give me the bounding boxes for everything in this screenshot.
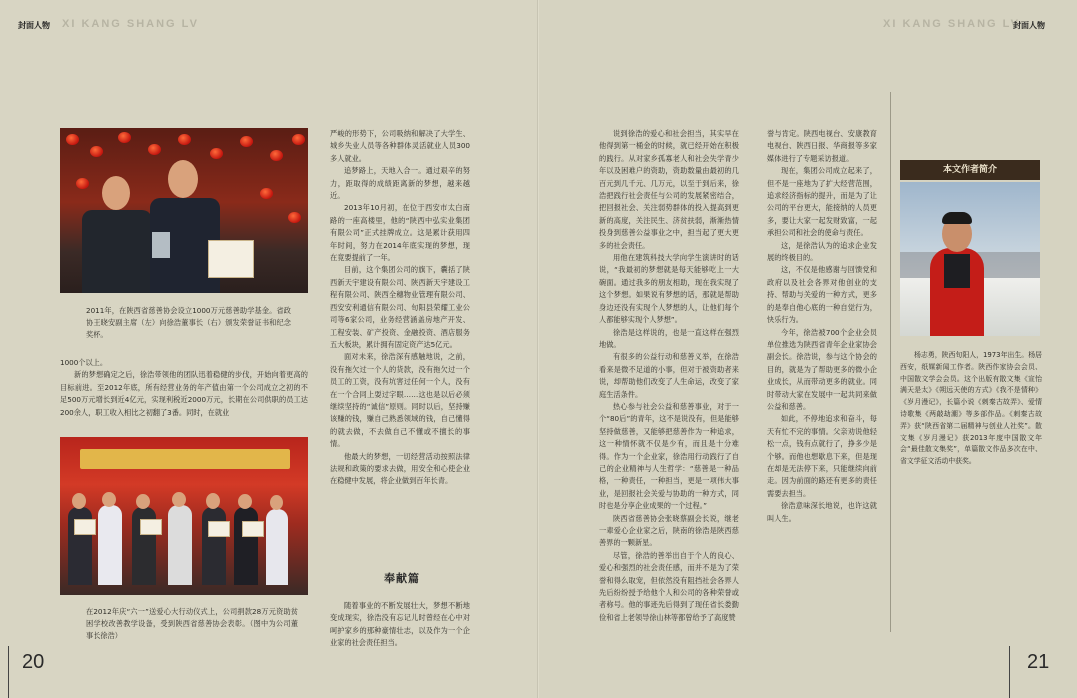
page-number-rule-right xyxy=(1009,646,1010,698)
paragraph: 现在，集团公司成立起来了，但不是一座地为了扩大经营范围，追求经济指标的提升，而是为了让公司的平台更大，能接纳的人员更多，要让大家一起发财致富，一起承担公司和社会的使命与责任。 xyxy=(767,166,877,238)
page-number-right: 21 xyxy=(1027,651,1050,673)
paragraph: 今年，徐浩被700个企业会员单位推选为陕西省青年企业家协会副会长。徐浩说，参与这个协会的目的，就是为了帮助更多的微小企业成长，从而带动更多的就业。同时带动大家在发展中一起共同来做公益和慈善。 xyxy=(767,327,877,411)
paragraph: 有很多的公益行动和慈善义举，在徐浩看来是微不足道的小事，但对于被资助者来说，却帮助他们改变了人生命运，改变了家庭生活条件。 xyxy=(599,352,739,399)
photo-award-ceremony-2011 xyxy=(60,128,308,293)
right-page-body-column-1 xyxy=(599,128,739,624)
page-number-left: 20 xyxy=(22,651,45,673)
right-page xyxy=(539,0,1077,698)
paragraph: 2013年10月初，在位于西安市太白南路的一座高楼里，他的“陕西中弘实业集团有限公司”正式挂牌成立。这是累计获用四年时间，努力在2014年底实现的梦想，现在竟要提前了一年。 xyxy=(330,203,470,263)
author-intro-title: 本文作者简介 xyxy=(900,160,1040,180)
photo-childrens-day-donation-2012 xyxy=(60,437,308,595)
left-page-body-column-2 xyxy=(330,128,470,488)
paragraph: 这，是徐浩认为的追求企业发展的终极目的。 xyxy=(767,240,877,263)
header-magazine-name-right: XI KANG SHANG LV xyxy=(883,18,1020,30)
paragraph: 尽管，徐浩的善举出自于个人的良心、爱心和强烈的社会责任感，而并不是为了荣誉和得么取宠，但依然没有阻挡社会各界人先后纷纷授予给他个人和公司的各种荣誉或者称号。他的事迹先后得到了现任省长娄勤俭和省上老领导徐山林等都曾给予了高度赞 xyxy=(599,550,739,622)
paragraph: 他最大的梦想，一切经营活动按照法律法规和政策的要求去做，用安全和心使企业在稳健中发展，将企业做到百年长青。 xyxy=(330,451,470,486)
section-title-dedication: 奉献篇 xyxy=(384,572,420,585)
author-bio xyxy=(900,350,1042,468)
paragraph: 如此，不停地追求和奋斗，每天有忙不完的事情。父亲劝说他轻松一点，钱有点就行了，挣多少是个够。而他也想歇息下来，但是现在却是无法停下来，只能继续向前走。因为前面的路还有更多的责任需要去担当。 xyxy=(767,414,877,498)
left-page-body-column-2-continued xyxy=(330,600,470,650)
paragraph: 追梦路上，天地入合一。通过艰辛的努力，距取得的成绩距离新的梦想，越来越近。 xyxy=(330,166,470,201)
header-section-label-right: 封面人物 xyxy=(1013,21,1045,30)
paragraph: 徐浩是这样说的，也是一直这样在强烈地做。 xyxy=(599,327,739,349)
right-page-body-column-2 xyxy=(767,128,877,525)
paragraph: 热心参与社会公益和慈善事业，对于一个“80后”的青年，这不是说没有，但是能够坚持做慈善，又能够把慈善作为一种追求，这一种情怀就不仅是少有，而且是十分难得。作为一个企业家，徐浩用行动践行了自己的企业精神与人生哲学：“慈善是一种品格，一种责任，一种担当，更是一项伟大事业，是回报社会关爱与协助的一种方式，同时也是分享企业成果的一个过程。” xyxy=(599,401,739,511)
paragraph: 目前，这个集团公司的旗下，囊括了陕西新天宇建设有限公司、陕西新天宇建设工程有限公司、陕西全穗物业管理有限公司、西安安利通信有限公司、旬阳县荣耀工业公司等6家公司，业务经营涵盖房地产开发、工程安装、矿产投资、金融投资、酒店服务五大板块，累计拥有固定资产达5亿元。 xyxy=(330,265,470,349)
paragraph: 新的梦想确定之后，徐浩带领他的团队迅着稳健的步伐，开始向着更高的目标前进。至2012年底，所有经营业务的年产值由第一个公司成立之初的不足500万元增长到近4亿元，实现利税近2000万元，长期在公司供职的员工达200余人，职工收入相比之初翻了3番。同时，在就业 xyxy=(60,370,308,417)
page-number-rule-left xyxy=(8,646,9,698)
paragraph: 面对未来，徐浩深有感触地说，之前，没有拖欠过一个人的货款，没有拖欠过一个员工的工资，没有坑害过任何一个人，没有在一个合同上耍过字眼……这也是以后必须继续坚持的“诚信”原则。同时以后，坚持赚该赚的钱，赚自己熟悉领域的钱，自己懂得的就去做，不去做自己不懂或不擅长的事情。 xyxy=(330,352,470,449)
paragraph: 徐浩意味深长地说，也许这就叫人生。 xyxy=(767,501,877,523)
header-section-label-left: 封面人物 xyxy=(18,21,50,30)
paragraph: 陕西省慈善协会张晓蔡副会长说，继老一辈爱心企业家之后，陕南的徐浩是陕西慈善界的一颗新星。 xyxy=(599,513,739,548)
paragraph: 杨志勇，陕西旬阳人，1973年出生。杨居西安，纸媒新闻工作者。陕西作家协会会员、中国散文学会会员。这个出版有散文集《宣怡满天是太》《朔远天使的方式》《我不是情种》《岁月漫记》，长篇小说《刺秦古故弄》、爱情诗歌集《两敲劫潮》等多部作品。《刺秦古故弄》获“陕西省第二届精神与创业人社奖”。散文集《岁月漫记》获2013年度中国散文年会“最佳散文集奖”，单篇散文作品多次在中、省文学征文活动中获奖。 xyxy=(900,351,1042,466)
left-page xyxy=(0,0,538,698)
paragraph: 说到徐浩的爱心和社会担当，其实早在他得到第一桶金的时候，就已经开始在积极的践行。从对家乡孤寡老人和社会失学青少年以及困难户的资助，资助数量由最初的几百元到几千元、几万元，以至于到后来，徐浩把践行社会责任与公司的发展紧密结合，把回报社会、关注弱势群体的投入提高到更新的高度，关注民生、济贫扶弱，渐渐热情投身到慈善公益事业之中，担当起了更大更多的社会责任。 xyxy=(599,129,739,250)
left-page-body-column-1 xyxy=(60,357,308,419)
paragraph: 这，不仅是他感谢与回馈党和政府以及社会各界对他创业的支持、帮助与关爱的一种方式，更多的是奉自他心底的一种自觉行为，快乐行为。 xyxy=(767,265,877,325)
photo1-caption: 2011年，在陕西省慈善协会设立1000万元慈善助学基金。省政协王晓安副主席（左）向徐浩董事长（右）颁发荣誉证书和纪念奖杯。 xyxy=(86,306,291,339)
paragraph: 随着事业的不断发展壮大，梦想不断地变成现实，徐浩没有忘记儿时曾经在心中对呵护家乡的那种豪情壮志，以及作为一个企业家的社会责任担当。 xyxy=(330,601,470,648)
photo2-caption: 在2012年庆“六一”送爱心大行动仪式上，公司捐款28万元资助贫困学校改善教学设备，受到陕西省慈善协会表彰。（图中为公司董事长徐浩） xyxy=(86,607,298,640)
header-magazine-name-left: XI KANG SHANG LV xyxy=(62,18,199,30)
author-sidebar-divider xyxy=(890,92,891,632)
paragraph: 严峻的形势下，公司吸纳和解决了大学生、城乡失业人员等各种群体灵活就业人员300多人就业。 xyxy=(330,129,470,163)
paragraph: 誉与肯定。陕西电视台、安康教育电视台、陕西日报、华商报等多家媒体进行了专题采访报道。 xyxy=(767,129,877,163)
author-portrait-photo xyxy=(900,182,1040,336)
paragraph: 1000个以上。 xyxy=(60,358,108,367)
paragraph: 用他在建筑科技大学向学生演讲时的话说，“我最初的梦想就是每天能够吃上一大碗面。通过我多的朋友相助，现在我实现了这个梦想。如果说有梦想的话，那就是帮助身边还没有实现个人梦想的人，让他们每个人都能够实现个人梦想”。 xyxy=(599,253,739,325)
